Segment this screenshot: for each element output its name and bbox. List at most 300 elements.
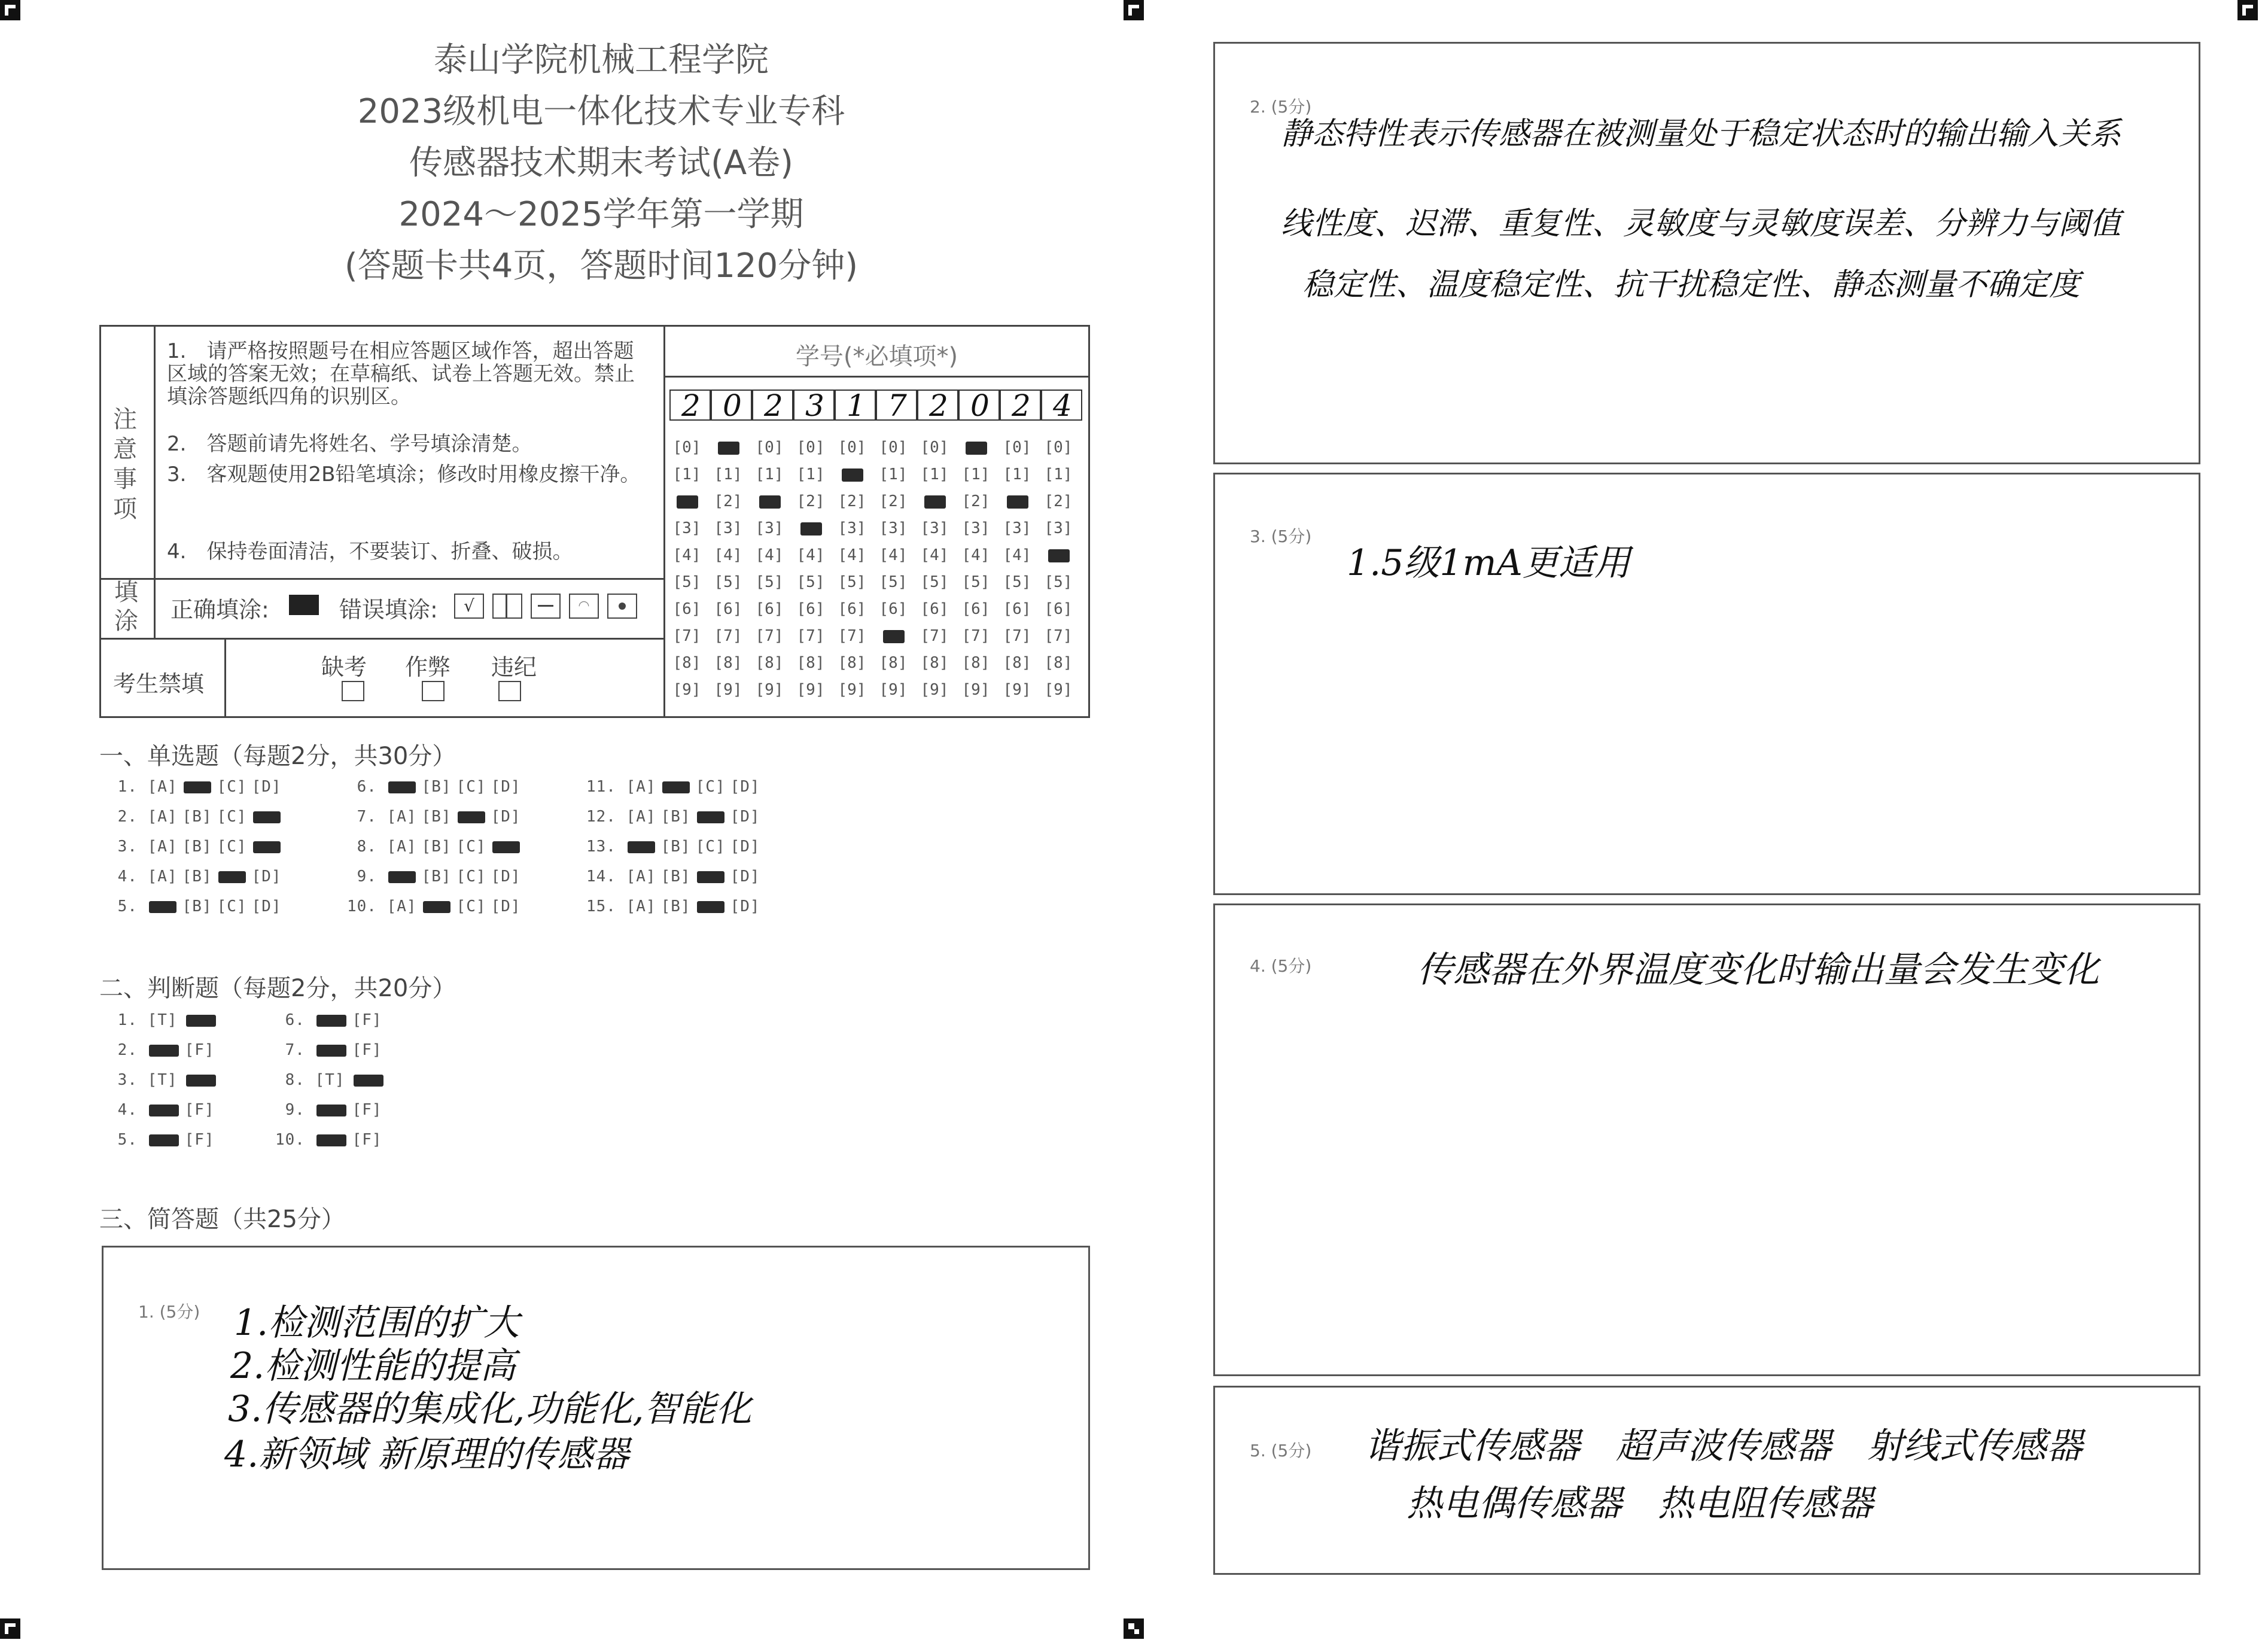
bubble-label: [4]: [672, 546, 701, 564]
option-bubble[interactable]: [T]: [315, 1071, 345, 1089]
student-id-label: 学号(*必填项*): [795, 343, 958, 370]
single-choice-item[interactable]: [586, 868, 765, 886]
true-false-item[interactable]: [275, 1011, 389, 1029]
option-bubble[interactable]: [F]: [184, 1101, 215, 1119]
option-bubble[interactable]: [B]: [182, 868, 212, 886]
single-choice-item[interactable]: [108, 897, 287, 915]
option-bubble[interactable]: [626, 838, 661, 856]
answer-box-q2[interactable]: [1213, 42, 2200, 464]
question-number: 3.: [108, 1071, 148, 1089]
bubble-label: [0]: [672, 439, 701, 457]
student-id-bubble[interactable]: [1000, 596, 1034, 623]
option-bubble[interactable]: [315, 1131, 352, 1149]
student-id-bubble[interactable]: [669, 461, 704, 488]
student-id-bubble[interactable]: [669, 623, 704, 650]
option-bubble[interactable]: [B]: [421, 838, 452, 856]
student-id-bubble[interactable]: [835, 650, 869, 677]
student-id-bubble-column: [917, 434, 952, 704]
student-id-bubble[interactable]: [917, 542, 952, 569]
student-id-bubble[interactable]: [1041, 488, 1076, 515]
corner-marker-top-right: [2237, 0, 2258, 20]
question-number: 5.: [108, 1131, 148, 1149]
question-number: 8.: [275, 1071, 315, 1089]
student-id-digit-box[interactable]: [876, 390, 917, 421]
student-id-bubble[interactable]: [835, 434, 869, 461]
option-bubble[interactable]: [315, 1011, 352, 1029]
bubble-label: [8]: [755, 654, 784, 672]
answer-box-q1[interactable]: [102, 1246, 1090, 1570]
filled-mark: [628, 841, 655, 853]
student-id-bubble[interactable]: [835, 542, 869, 569]
true-false-item[interactable]: [108, 1101, 222, 1119]
true-false-item[interactable]: [108, 1041, 222, 1059]
single-choice-item[interactable]: [347, 838, 526, 856]
bubble-label: [5]: [920, 573, 949, 591]
bubble-label: [9]: [879, 681, 908, 699]
student-id-bubble[interactable]: [917, 461, 952, 488]
single-choice-item[interactable]: [108, 868, 287, 886]
q3-answer-line-1: 1.5级1mA更适用: [1347, 542, 1630, 584]
bubble-label: [6]: [672, 600, 701, 618]
student-id-bubble[interactable]: [793, 461, 828, 488]
student-id-bubble[interactable]: [752, 542, 787, 569]
true-false-item[interactable]: [275, 1071, 389, 1089]
student-id-digit-box[interactable]: [752, 390, 793, 421]
option-bubble[interactable]: [252, 838, 287, 856]
option-bubble[interactable]: [B]: [660, 838, 691, 856]
student-id-bubble[interactable]: [835, 677, 869, 704]
bubble-label: [1]: [714, 466, 742, 483]
student-id-bubble[interactable]: [1041, 650, 1076, 677]
student-id-bubble[interactable]: [793, 515, 828, 542]
student-id-bubble[interactable]: [876, 569, 911, 596]
bubble-label: [5]: [961, 573, 990, 591]
student-id-digit-box[interactable]: [1041, 390, 1082, 421]
bubble-label: [9]: [796, 681, 825, 699]
option-bubble[interactable]: [C]: [456, 897, 486, 915]
bubble-label: [9]: [672, 681, 701, 699]
option-bubble[interactable]: [D]: [251, 778, 282, 796]
single-choice-item[interactable]: [108, 838, 287, 856]
option-bubble[interactable]: [D]: [251, 897, 282, 915]
student-id-bubble-column: [752, 434, 787, 704]
filled-mark: [316, 1134, 346, 1146]
option-bubble[interactable]: [A]: [626, 868, 656, 886]
option-bubble[interactable]: [148, 897, 182, 915]
option-bubble[interactable]: [148, 1131, 185, 1149]
student-id-bubble[interactable]: [917, 488, 952, 515]
student-id-bubble[interactable]: [958, 461, 993, 488]
option-bubble[interactable]: [148, 1101, 185, 1119]
student-id-bubble[interactable]: [793, 596, 828, 623]
option-bubble[interactable]: [456, 808, 491, 826]
student-id-bubble[interactable]: [917, 677, 952, 704]
option-bubble[interactable]: [A]: [386, 838, 417, 856]
student-id-digit-box[interactable]: [917, 390, 958, 421]
single-choice-item[interactable]: [347, 868, 526, 886]
single-choice-item[interactable]: [108, 778, 287, 796]
student-id-bubble[interactable]: [835, 623, 869, 650]
student-id-digit: 2: [764, 388, 783, 423]
option-bubble[interactable]: [B]: [660, 808, 691, 826]
filled-mark: [924, 495, 946, 509]
student-id-bubble[interactable]: [958, 488, 993, 515]
option-bubble[interactable]: [A]: [386, 808, 417, 826]
student-id-bubble[interactable]: [752, 677, 787, 704]
student-id-bubble[interactable]: [793, 542, 828, 569]
option-bubble[interactable]: [315, 1041, 352, 1059]
student-id-bubble[interactable]: [1000, 677, 1034, 704]
student-id-bubble[interactable]: [876, 488, 911, 515]
option-bubble[interactable]: [F]: [352, 1101, 382, 1119]
q1-label: 1. (5分): [138, 1302, 200, 1322]
absent-checkbox[interactable]: [342, 681, 364, 701]
option-bubble[interactable]: [D]: [730, 868, 760, 886]
fill-label: 填涂: [114, 579, 138, 635]
student-id-bubble[interactable]: [1041, 677, 1076, 704]
option-bubble[interactable]: [A]: [626, 897, 656, 915]
student-id-bubble[interactable]: [752, 569, 787, 596]
filled-mark: [883, 630, 905, 643]
student-id-digit-box[interactable]: [835, 390, 876, 421]
notice-item-3: 3. 客观题使用2B铅笔填涂；修改时用橡皮擦干净。: [167, 463, 641, 486]
student-id-bubble[interactable]: [876, 650, 911, 677]
filled-mark: [388, 871, 416, 883]
answer-box-q3[interactable]: [1213, 473, 2200, 895]
filled-mark: [149, 1105, 179, 1116]
option-bubble[interactable]: [C]: [695, 838, 726, 856]
answer-box-q5[interactable]: [1213, 1386, 2200, 1575]
option-bubble[interactable]: [C]: [217, 778, 247, 796]
student-id-bubble[interactable]: [917, 515, 952, 542]
student-id-bubble[interactable]: [793, 488, 828, 515]
option-bubble[interactable]: [D]: [491, 778, 521, 796]
student-id-digit-box[interactable]: [669, 390, 711, 421]
student-id-bubble[interactable]: [835, 596, 869, 623]
option-bubble[interactable]: [F]: [352, 1131, 382, 1149]
q5-label: 5. (5分): [1250, 1441, 1312, 1461]
student-id-bubble[interactable]: [958, 515, 993, 542]
student-id-bubble[interactable]: [669, 677, 704, 704]
true-false-item[interactable]: [108, 1011, 222, 1029]
violation-label: 违纪: [491, 654, 537, 680]
student-id-bubble-column: [669, 434, 704, 704]
option-bubble[interactable]: [A]: [626, 808, 656, 826]
filled-mark: [966, 442, 987, 455]
option-bubble[interactable]: [A]: [386, 897, 417, 915]
q4-label: 4. (5分): [1250, 956, 1312, 976]
student-id-bubble[interactable]: [793, 623, 828, 650]
student-id-bubble[interactable]: [835, 488, 869, 515]
option-bubble[interactable]: [D]: [491, 897, 521, 915]
option-bubble[interactable]: [185, 1071, 222, 1089]
single-choice-item[interactable]: [586, 838, 765, 856]
student-id-digit: 4: [1053, 388, 1072, 423]
student-id-bubble[interactable]: [1000, 461, 1034, 488]
student-id-bubble[interactable]: [1000, 623, 1034, 650]
student-id-bubble[interactable]: [835, 515, 869, 542]
student-id-digit-box[interactable]: [958, 390, 1000, 421]
student-id-bubble[interactable]: [752, 650, 787, 677]
student-id-bubble[interactable]: [1041, 434, 1076, 461]
notice-label: 注意事项: [113, 406, 137, 523]
student-id-bubble[interactable]: [669, 596, 704, 623]
option-bubble[interactable]: [B]: [421, 778, 452, 796]
student-id-bubble[interactable]: [876, 515, 911, 542]
violation-checkbox[interactable]: [498, 681, 521, 701]
option-bubble[interactable]: [D]: [730, 778, 760, 796]
option-bubble[interactable]: [491, 838, 526, 856]
option-bubble[interactable]: [B]: [182, 838, 212, 856]
single-choice-item[interactable]: [108, 808, 287, 826]
option-bubble[interactable]: [352, 1071, 389, 1089]
student-id-bubble[interactable]: [711, 461, 745, 488]
option-bubble[interactable]: [A]: [147, 868, 178, 886]
student-id-bubble[interactable]: [958, 596, 993, 623]
option-bubble[interactable]: [A]: [147, 838, 178, 856]
question-number: 13.: [586, 838, 626, 856]
student-id-bubble[interactable]: [876, 542, 911, 569]
q3-label: 3. (5分): [1250, 527, 1312, 546]
question-number: 12.: [586, 808, 626, 826]
correct-fill-label: 正确填涂:: [171, 597, 269, 623]
option-bubble[interactable]: [B]: [660, 868, 691, 886]
option-bubble[interactable]: [B]: [660, 897, 691, 915]
option-bubble[interactable]: [387, 778, 422, 796]
student-id-bubble[interactable]: [917, 623, 952, 650]
option-bubble[interactable]: [C]: [456, 838, 486, 856]
student-id-bubble[interactable]: [669, 650, 704, 677]
bubble-label: [1]: [796, 466, 825, 483]
option-bubble[interactable]: [C]: [217, 808, 247, 826]
filled-mark: [677, 495, 698, 509]
bubble-label: [3]: [838, 519, 866, 537]
option-bubble[interactable]: [D]: [491, 808, 521, 826]
bubble-label: [4]: [879, 546, 908, 564]
student-id-bubble[interactable]: [752, 461, 787, 488]
student-id-bubble[interactable]: [669, 542, 704, 569]
student-id-bubble[interactable]: [669, 569, 704, 596]
student-id-bubble[interactable]: [669, 488, 704, 515]
option-bubble[interactable]: [696, 897, 730, 915]
true-false-item[interactable]: [275, 1131, 389, 1149]
option-bubble[interactable]: [C]: [695, 778, 726, 796]
student-id-bubble[interactable]: [669, 515, 704, 542]
student-id-bubble[interactable]: [793, 677, 828, 704]
student-id-bubble[interactable]: [793, 434, 828, 461]
filled-mark: [1048, 549, 1070, 562]
student-id-digit: 1: [847, 388, 866, 423]
bubble-label: [1]: [920, 466, 949, 483]
option-bubble[interactable]: [D]: [491, 868, 521, 886]
student-id-digit-box[interactable]: [793, 390, 835, 421]
filled-mark: [149, 1045, 179, 1057]
option-bubble[interactable]: [A]: [147, 808, 178, 826]
q2-answer-line-2: 线性度、迟滞、重复性、灵敏度与灵敏度误差、分辨力与阈值: [1281, 206, 2121, 242]
bubble-label: [7]: [672, 627, 701, 645]
student-id-bubble[interactable]: [958, 569, 993, 596]
notice-item-2: 2. 答题前请先将姓名、学号填涂清楚。: [167, 432, 532, 456]
option-bubble[interactable]: [F]: [184, 1131, 215, 1149]
option-bubble[interactable]: [B]: [421, 868, 452, 886]
option-bubble[interactable]: [C]: [217, 897, 247, 915]
student-id-bubble[interactable]: [752, 488, 787, 515]
option-bubble[interactable]: [F]: [352, 1041, 382, 1059]
student-id-digit-box[interactable]: [1000, 390, 1041, 421]
student-id-digit: 2: [929, 388, 948, 423]
option-bubble[interactable]: [B]: [421, 808, 452, 826]
student-id-bubble[interactable]: [876, 596, 911, 623]
option-bubble[interactable]: [C]: [456, 868, 486, 886]
student-id-bubble[interactable]: [711, 488, 745, 515]
student-id-bubble[interactable]: [711, 434, 745, 461]
single-choice-item[interactable]: [586, 808, 765, 826]
student-id-digit: 0: [723, 388, 742, 423]
student-id-bubble[interactable]: [958, 542, 993, 569]
student-id-bubble[interactable]: [917, 434, 952, 461]
student-id-bubble[interactable]: [917, 596, 952, 623]
bubble-label: [5]: [672, 573, 701, 591]
option-bubble[interactable]: [D]: [730, 838, 760, 856]
student-id-digit: 2: [1012, 388, 1031, 423]
notice-item-4: 4. 保持卷面清洁，不要装订、折叠、破损。: [167, 540, 573, 564]
option-bubble[interactable]: [D]: [730, 808, 760, 826]
single-choice-item[interactable]: [586, 778, 765, 796]
answer-box-q4[interactable]: [1213, 903, 2200, 1376]
filled-mark: [800, 522, 822, 536]
student-id-bubble[interactable]: [752, 434, 787, 461]
program-title: 2023级机电一体化技术专业专科: [357, 92, 845, 131]
option-bubble[interactable]: [387, 868, 422, 886]
student-id-bubble[interactable]: [1000, 650, 1034, 677]
student-id-bubble[interactable]: [711, 677, 745, 704]
student-id-bubble[interactable]: [752, 596, 787, 623]
cheat-checkbox[interactable]: [422, 681, 445, 701]
student-id-bubble[interactable]: [752, 623, 787, 650]
student-id-bubble[interactable]: [1041, 461, 1076, 488]
student-id-bubble[interactable]: [1041, 515, 1076, 542]
true-false-item[interactable]: [108, 1131, 222, 1149]
option-bubble[interactable]: [D]: [251, 868, 282, 886]
student-id-bubble[interactable]: [917, 650, 952, 677]
student-id-bubble[interactable]: [669, 434, 704, 461]
true-false-item[interactable]: [108, 1071, 222, 1089]
bubble-label: [7]: [1003, 627, 1031, 645]
student-id-bubble[interactable]: [711, 596, 745, 623]
option-bubble[interactable]: [A]: [626, 778, 656, 796]
student-id-digit: 0: [970, 388, 990, 423]
student-id-bubble[interactable]: [793, 650, 828, 677]
student-id-bubble[interactable]: [711, 542, 745, 569]
student-id-bubble[interactable]: [1041, 542, 1076, 569]
student-id-bubble[interactable]: [1000, 488, 1034, 515]
single-choice-item[interactable]: [347, 778, 526, 796]
true-false-item[interactable]: [275, 1101, 389, 1119]
single-choice-item[interactable]: [347, 897, 526, 915]
filled-mark: [423, 901, 450, 913]
filled-mark: [842, 468, 863, 482]
option-bubble[interactable]: [F]: [352, 1011, 382, 1029]
student-id-bubble[interactable]: [711, 515, 745, 542]
bubble-label: [8]: [1044, 654, 1073, 672]
option-bubble[interactable]: [661, 778, 696, 796]
student-id-bubble[interactable]: [711, 650, 745, 677]
student-id-bubble[interactable]: [958, 434, 993, 461]
option-bubble[interactable]: [T]: [147, 1011, 178, 1029]
student-id-bubble[interactable]: [1000, 515, 1034, 542]
student-id-bubble[interactable]: [835, 569, 869, 596]
option-bubble[interactable]: [422, 897, 456, 915]
bubble-label: [6]: [1044, 600, 1073, 618]
student-id-bubble[interactable]: [958, 623, 993, 650]
option-bubble[interactable]: [A]: [147, 778, 178, 796]
single-choice-item[interactable]: [347, 808, 526, 826]
option-bubble[interactable]: [B]: [182, 897, 212, 915]
option-bubble[interactable]: [696, 868, 730, 886]
student-id-bubble[interactable]: [1000, 569, 1034, 596]
bubble-label: [3]: [1044, 519, 1073, 537]
bubble-label: [8]: [838, 654, 866, 672]
option-bubble[interactable]: [182, 778, 217, 796]
student-id-bubble[interactable]: [917, 569, 952, 596]
option-bubble[interactable]: [217, 868, 252, 886]
student-id-bubble[interactable]: [1000, 542, 1034, 569]
bubble-label: [0]: [755, 439, 784, 457]
option-bubble[interactable]: [252, 808, 287, 826]
bubble-label: [4]: [1003, 546, 1031, 564]
student-id-bubble[interactable]: [876, 434, 911, 461]
student-id-bubble[interactable]: [793, 569, 828, 596]
bubble-label: [6]: [961, 600, 990, 618]
bubble-label: [8]: [1003, 654, 1031, 672]
option-bubble[interactable]: [D]: [730, 897, 760, 915]
student-id-bubble[interactable]: [1041, 623, 1076, 650]
bubble-label: [1]: [672, 466, 701, 483]
option-bubble[interactable]: [F]: [184, 1041, 215, 1059]
option-bubble[interactable]: [315, 1101, 352, 1119]
question-number: 8.: [347, 838, 387, 856]
option-bubble[interactable]: [185, 1011, 222, 1029]
student-id-bubble[interactable]: [1000, 434, 1034, 461]
bubble-label: [9]: [1003, 681, 1031, 699]
student-id-bubble[interactable]: [1041, 596, 1076, 623]
student-id-bubble[interactable]: [876, 623, 911, 650]
option-bubble[interactable]: [148, 1041, 185, 1059]
student-id-bubble[interactable]: [876, 677, 911, 704]
single-choice-item[interactable]: [586, 897, 765, 915]
student-id-bubble[interactable]: [711, 569, 745, 596]
option-bubble[interactable]: [C]: [456, 778, 486, 796]
student-id-digit-box[interactable]: [711, 390, 752, 421]
option-bubble[interactable]: [T]: [147, 1071, 178, 1089]
student-id-bubble[interactable]: [711, 623, 745, 650]
student-id-bubble[interactable]: [958, 677, 993, 704]
option-bubble[interactable]: [B]: [182, 808, 212, 826]
student-id-bubble[interactable]: [835, 461, 869, 488]
student-id-bubble[interactable]: [958, 650, 993, 677]
student-id-bubble[interactable]: [876, 461, 911, 488]
student-id-digit: 2: [681, 388, 701, 423]
true-false-item[interactable]: [275, 1041, 389, 1059]
student-id-bubble[interactable]: [752, 515, 787, 542]
true-false-answer-grid: [108, 1011, 467, 1173]
student-id-bubble[interactable]: [1041, 569, 1076, 596]
bubble-label: [2]: [796, 492, 825, 510]
bubble-label: [9]: [920, 681, 949, 699]
option-bubble[interactable]: [C]: [217, 838, 247, 856]
q2-answer-line-3: 稳定性、温度稳定性、抗干扰稳定性、静态测量不确定度: [1302, 267, 2081, 303]
option-bubble[interactable]: [696, 808, 730, 826]
